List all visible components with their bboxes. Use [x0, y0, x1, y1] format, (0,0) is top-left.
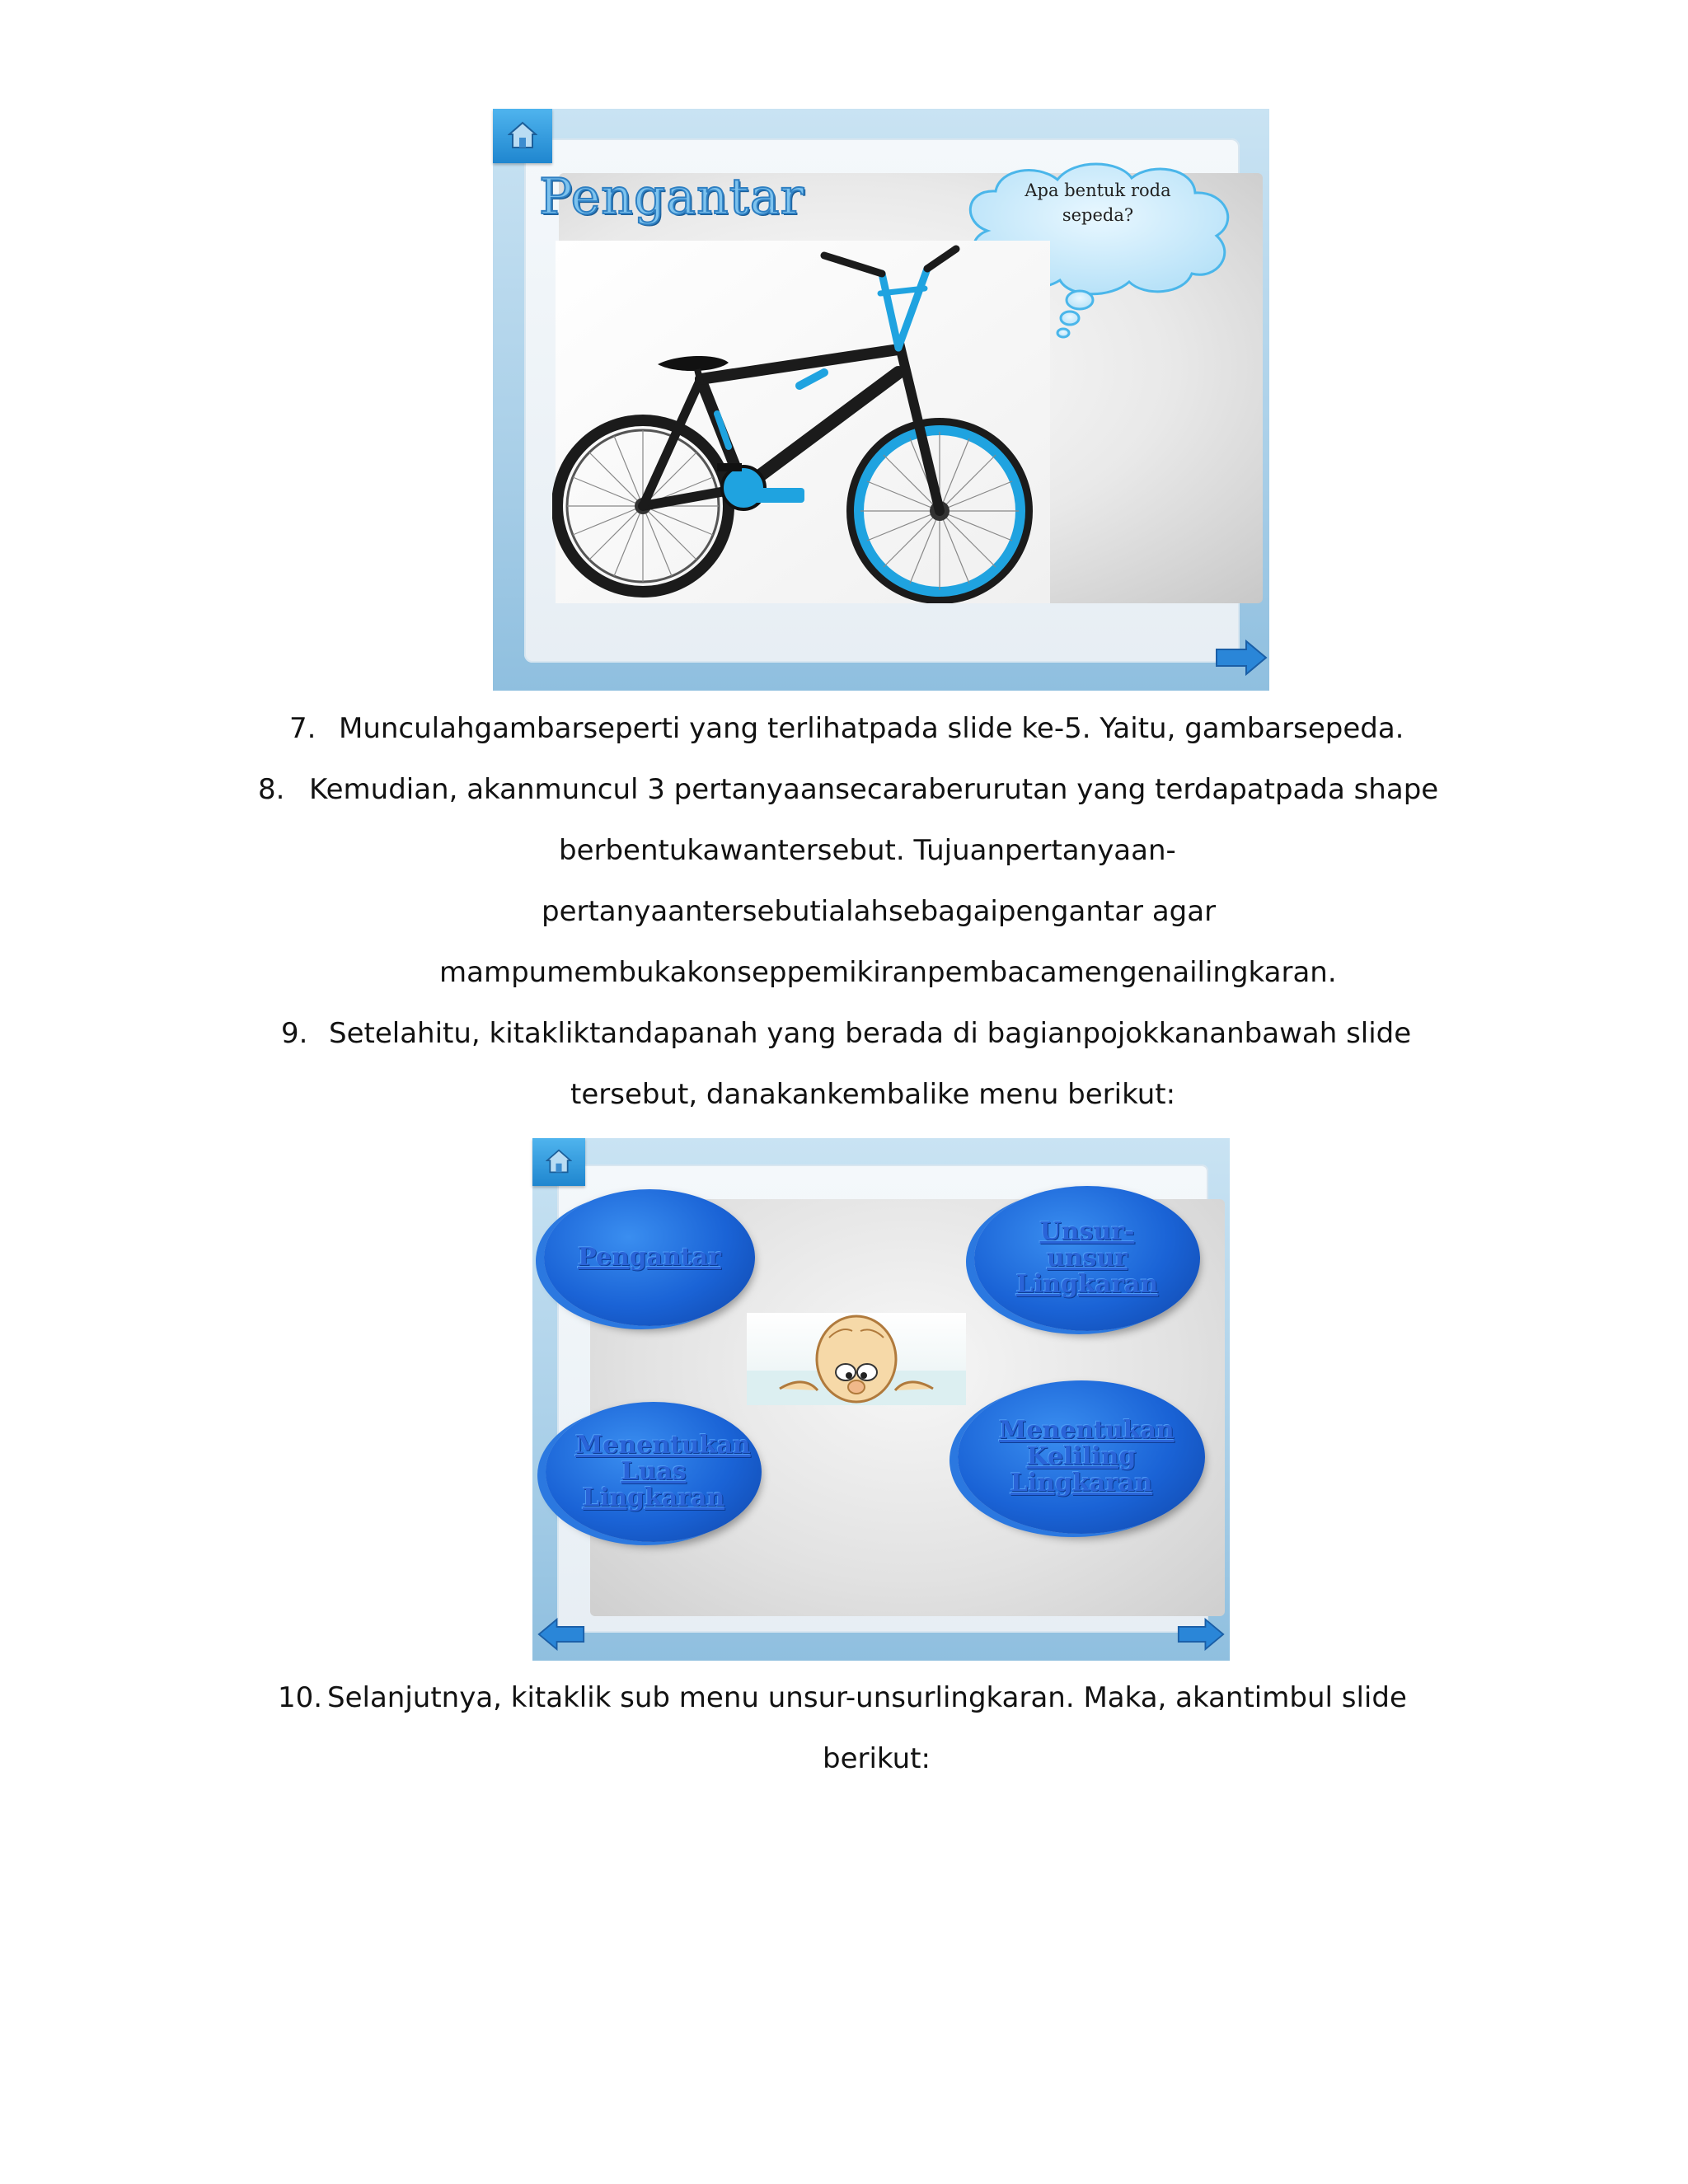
item-number: 8.: [258, 773, 285, 806]
item-text: berikut:: [823, 1742, 931, 1775]
home-button[interactable]: [493, 109, 552, 163]
menu-button-keliling-lingkaran[interactable]: [958, 1380, 1205, 1534]
bubble-question: Apa bentuk roda sepeda?: [1025, 180, 1171, 225]
home-icon: [546, 1148, 572, 1174]
item-number: 10.: [278, 1681, 323, 1714]
next-arrow-icon[interactable]: [1177, 1618, 1225, 1651]
menu-label: Menentukan Keliling Lingkaran: [999, 1416, 1175, 1497]
item-text: Kemudian, akanmuncul 3 pertanyaansecaraberurutan yang terdapatpada shape: [309, 773, 1439, 806]
item-text: tersebut, danakankembalike menu berikut:: [570, 1078, 1176, 1111]
item-number: 9.: [281, 1017, 308, 1050]
item-text: berbentukawantersebut. Tujuanpertanyaan-: [559, 834, 1176, 867]
item-text: pertanyaantersebutialahsebagaipengantar agar: [542, 895, 1217, 928]
menu-label: Unsur-unsur Lingkaran: [1015, 1217, 1159, 1299]
home-button[interactable]: [532, 1138, 585, 1186]
next-arrow-icon[interactable]: [1215, 640, 1268, 676]
item-text: Munculahgambarseperti yang terlihatpada slide ke-5. Yaitu, gambarsepeda.: [339, 712, 1404, 745]
home-icon: [508, 120, 537, 150]
bicycle-image: [552, 241, 1080, 603]
menu-button-unsur-lingkaran[interactable]: [974, 1186, 1200, 1331]
menu-button-pengantar[interactable]: [544, 1189, 755, 1326]
slide-pengantar: [493, 109, 1269, 691]
item-text: Selanjutnya, kitaklik sub menu unsur-unsurlingkaran. Maka, akantimbul slide: [327, 1681, 1407, 1714]
peeking-face-icon: [747, 1313, 966, 1405]
item-text: mampumembukakonseppemikiranpembacamengenailingkaran.: [439, 956, 1337, 989]
slide-menu: [532, 1138, 1230, 1661]
peeking-face-image: [747, 1313, 966, 1405]
item-text: Setelahitu, kitakliktandapanah yang berada di bagianpojokkananbawah slide: [329, 1017, 1412, 1050]
menu-label: Menentukan Luas Lingkaran: [575, 1431, 751, 1512]
prev-arrow-icon[interactable]: [537, 1618, 585, 1651]
menu-button-luas-lingkaran[interactable]: [546, 1402, 762, 1542]
item-number: 7.: [289, 712, 316, 745]
menu-label: Pengantar: [578, 1243, 721, 1272]
slide-title: Pengantar: [539, 168, 805, 226]
